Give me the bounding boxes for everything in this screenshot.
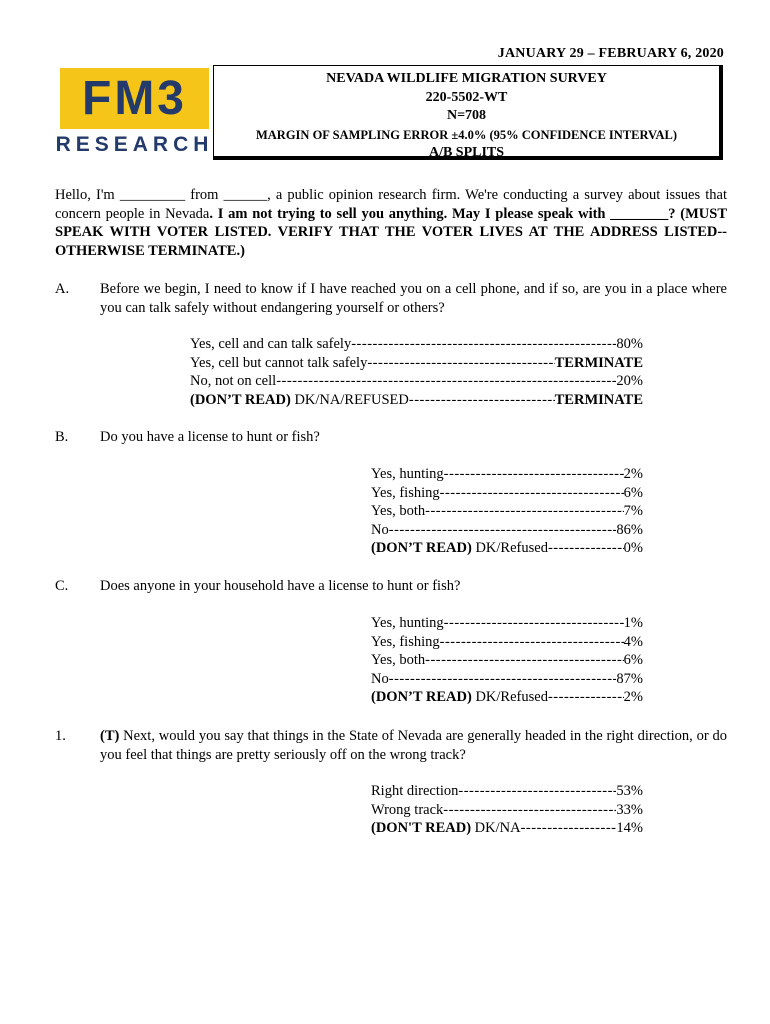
option-row: Yes, cell but cannot talk safely ----- TERMINATE [190, 354, 643, 373]
intro-instruction: (MUST SPEAK WITH VOTER LISTED. VERIFY THAT THE VOTER LIVES AT THE ADDRESS LISTED--OTHERWISE TERMINATE.) [55, 205, 728, 259]
question-text: Does anyone in your household have a license to hunt or fish? [100, 578, 461, 594]
question-text: Before we begin, I need to know if I have reached you on a cell phone, and if so, are you in a place where you can talk safely without endangering yourself or others? [100, 281, 727, 316]
option-row: No ----- 86% [371, 521, 643, 540]
question-b [55, 428, 727, 447]
option-row: Yes, hunting ----- 2% [371, 465, 643, 484]
option-row: (DON'T READ) DK/NA ----- 14% [371, 819, 643, 838]
survey-date: JANUARY 29 – FEBRUARY 6, 2020 [497, 46, 724, 61]
question-text: Do you have a license to hunt or fish? [100, 429, 320, 445]
question-number: C. [55, 578, 69, 594]
survey-code: 220-5502-WT [425, 89, 508, 105]
option-row: (DON’T READ) DK/Refused ----- 2% [371, 688, 643, 707]
question-text: (T) Next, would you say that things in the State of Nevada are generally headed in the right direction, or do you feel that things are pretty seriously off on the wrong track? [100, 728, 727, 763]
logo-mark: FM3 [82, 71, 187, 125]
option-row: Right direction ----- 53% [371, 782, 643, 801]
survey-title: NEVADA WILDLIFE MIGRATION SURVEY [326, 71, 607, 86]
option-row: Wrong track ----- 33% [371, 801, 643, 820]
question-number: A. [55, 281, 70, 297]
option-row: Yes, hunting ----- 1% [371, 614, 643, 633]
question-c [55, 577, 727, 596]
option-row: Yes, both ----- 7% [371, 502, 643, 521]
survey-title-box [213, 65, 723, 160]
intro-text: Hello, I'm _________ from ______, a public opinion research firm. We're conducting a survey about issues that concern people in Nevada [55, 187, 727, 222]
option-row: No, not on cell ----- 20% [190, 372, 643, 391]
option-row: Yes, both ----- 6% [371, 651, 643, 670]
option-row: Yes, fishing ----- 4% [371, 633, 643, 652]
option-row: Yes, fishing ----- 6% [371, 484, 643, 503]
intro-text-cont: . I am not trying to sell you anything. May I please speak with ________? [209, 205, 676, 222]
option-row: (DON’T READ) DK/Refused ----- 0% [371, 539, 643, 558]
logo-wordmark: RESEARCH [55, 133, 214, 156]
intro-paragraph [55, 186, 727, 260]
question-b-options [371, 465, 643, 558]
question-number: B. [55, 429, 69, 445]
option-row: No ----- 87% [371, 670, 643, 689]
question-a-options [190, 335, 643, 409]
splits-label: A/B SPLITS [428, 145, 505, 160]
option-row: (DON’T READ) DK/NA/REFUSED ----- TERMINATE [190, 391, 643, 410]
sample-size: N=708 [446, 108, 487, 123]
question-number: 1. [55, 728, 66, 744]
option-row: Yes, cell and can talk safely ----- 80% [190, 335, 643, 354]
question-1-options [371, 782, 643, 838]
question-1 [55, 727, 727, 764]
question-c-options [371, 614, 643, 707]
question-a [55, 280, 727, 317]
margin-of-error: MARGIN OF SAMPLING ERROR ±4.0% (95% CONFIDENCE INTERVAL) [255, 127, 678, 142]
fm3-logo [55, 68, 214, 160]
